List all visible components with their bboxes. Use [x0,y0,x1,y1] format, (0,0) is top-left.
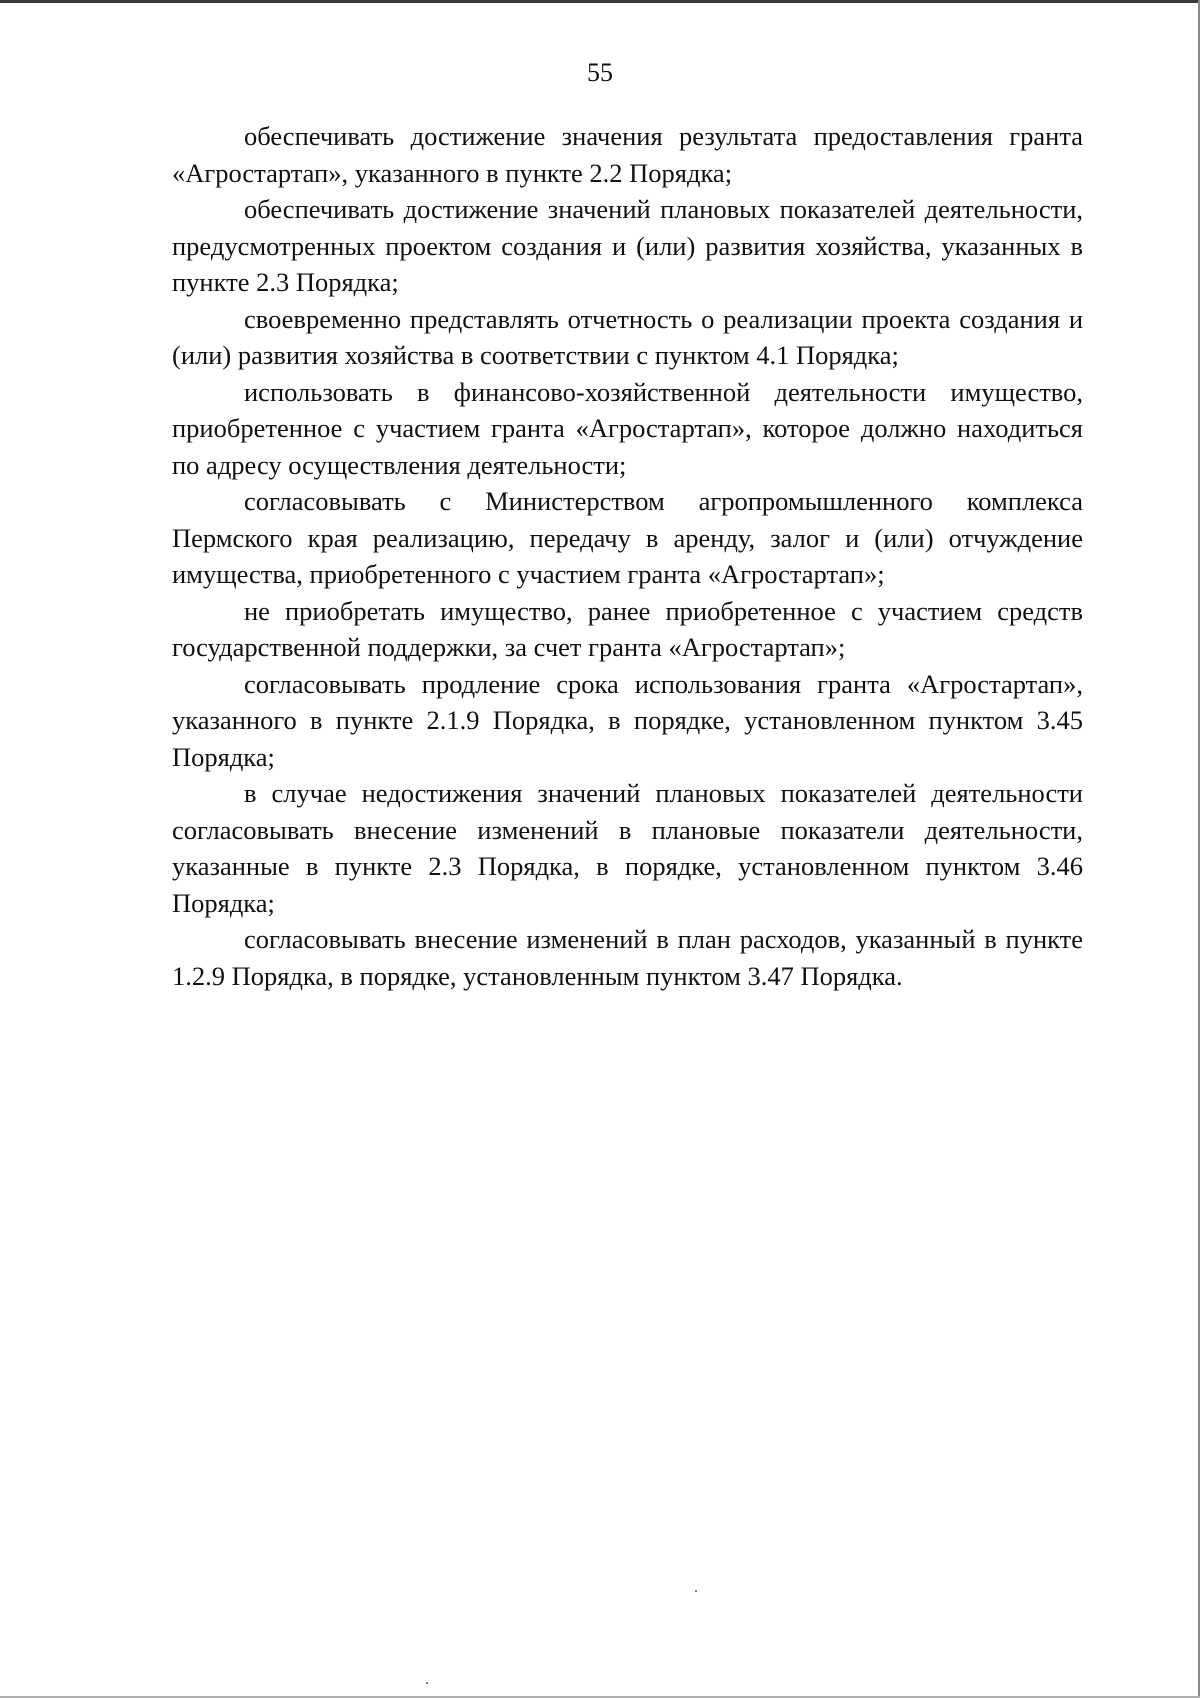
scan-speck [695,1590,697,1592]
scan-speck [426,1682,428,1684]
paragraph: согласовывать с Министерством агропромышленного комплекса Пермского края реализацию, передачу в аренду, залог и (или) отчуждение имущества, приобретенного с участием гранта «Агростартап»; [172,486,1083,589]
paragraph: согласовывать внесение изменений в план расходов, указанный в пункте 1.2.9 Порядка, в порядке, установленным пунктом 3.47 Порядка. [172,924,1083,991]
scan-edge-top [0,0,1200,3]
paragraph: согласовывать продление срока использования гранта «Агростартап», указанного в пункте 2.1.9 Порядка, в порядке, установленном пунктом 3.45 Порядка; [172,668,1083,772]
document-body [172,118,1083,994]
paragraph: в случае недостижения значений плановых показателей деятельности согласовывать внесение изменений в плановые показатели деятельности, указанные в пункте 2.3 Порядка, в порядке, установленном пунктом 3.46 Порядка; [172,778,1083,918]
paragraph: использовать в финансово-хозяйственной деятельности имущество, приобретенное с участием гранта «Агростартап», которое должно находиться по адресу осуществления деятельности; [172,376,1083,480]
page-number: 55 [587,58,613,87]
paragraph: обеспечивать достижение значения результата предоставления гранта «Агростартап», указанного в пункте 2.2 Порядка; [172,121,1083,188]
paragraph: своевременно представлять отчетность о реализации проекта создания и (или) развития хозяйства в соответствии с пунктом 4.1 Порядка; [172,303,1083,370]
paragraph: не приобретать имущество, ранее приобретенное с участием средств государственной поддержки, за счет гранта «Агростартап»; [172,595,1083,662]
paragraph: обеспечивать достижение значений плановых показателей деятельности, предусмотренных проектом создания и (или) развития хозяйства, указанных в пункте 2.3 Порядка; [172,194,1083,297]
